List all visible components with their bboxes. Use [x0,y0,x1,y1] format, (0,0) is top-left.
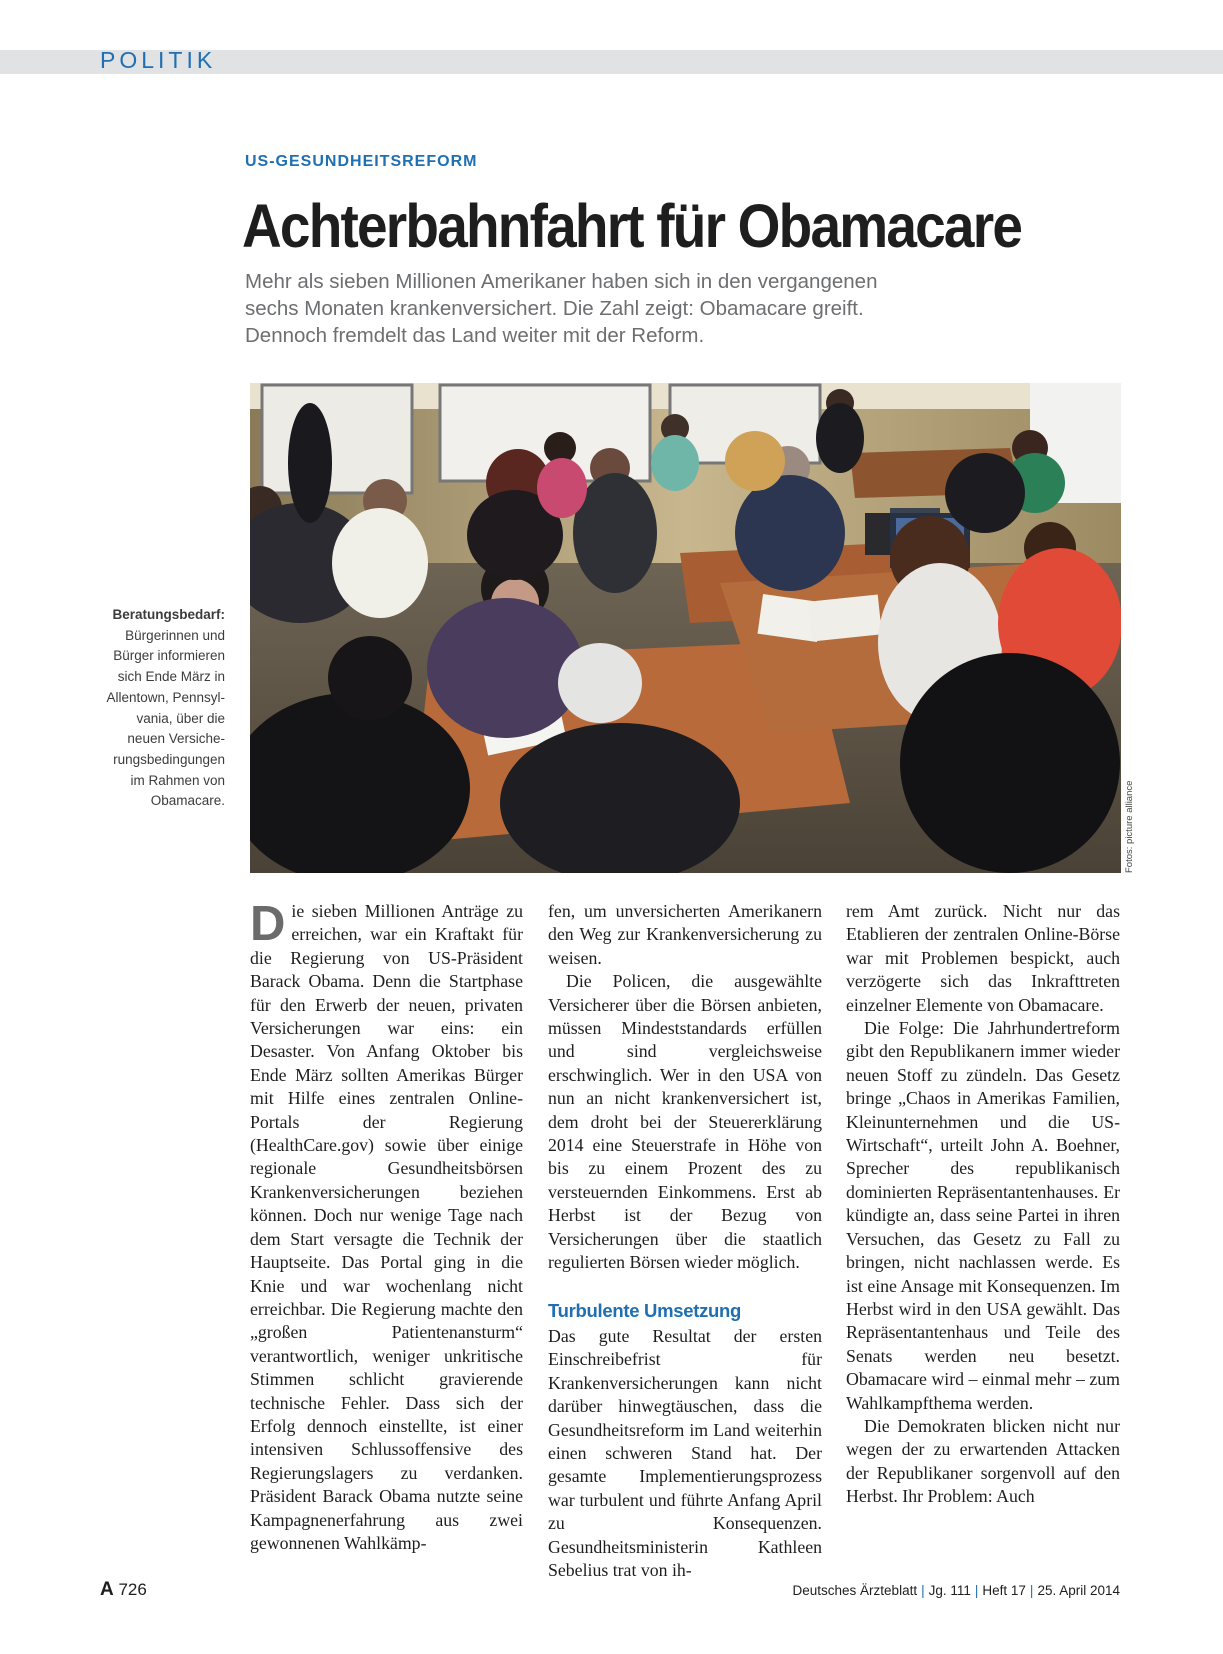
text-column-3 [846,900,1120,1509]
caption-line: neuen Versiche- [127,731,225,747]
subheading: Turbulente Umsetzung [548,1299,742,1321]
body-paragraph: fen, um unversicherten Amerikanern den Weg zur Krankenversicherung zu weisen. [548,901,822,968]
body-paragraph: ie sieben Millionen Anträge zu erreichen, war ein Kraftakt für die Regierung von US-Präsident Barack Obama. Denn die Startphase für den Erwerb der neuen, privaten Versicherungen war eins: ein Desaster. Von Anfang Oktober bis Ende März sollten Amerikas Bürger mit Hilfe eines zentralen Online-Portals der Regierung (HealthCare.gov) sowie über einige regionale Gesundheitsbörsen Krankenversicherungen beziehen können. Doch nur wenige Tage nach dem Start versagte die Technik der Hauptseite. Das Portal ging in die Knie und war wochenlang nicht erreichbar. Die Regierung machte den „großen Patientenansturm“ verantwortlich, weniger unkritische Stimmen schlicht gravierende technische Fehler. Dass sich der Erfolg dennoch einstellte, ist einer intensiven Schlussoffensive des Regierungslagers zu verdanken. Präsident Barack Obama nutzte seine Kampagnenerfahrung aus zwei gewonnenen Wahlkämp- [250,901,523,1553]
body-paragraph: Das gute Resultat der ersten Einschreibefrist für Krankenversicherungen kann nicht darüber hinwegtäuschen, dass die Gesundheitsreform im Land weiterhin einen schweren Stand hat. Der gesamte Implementierungsprozess war turbulent und führte Anfang April zu Konsequenzen. Gesundheitsministerin Kathleen Sebelius trat von ih- [548,1325,822,1580]
article-kicker: US-GESUNDHEITSREFORM [245,153,478,170]
text-column-1 [250,897,523,1555]
drop-cap: D [250,897,286,951]
page-number [100,1579,147,1601]
journal-name: Deutsches Ärzteblatt [792,1583,918,1598]
caption-title: Beratungsbedarf: [112,607,225,622]
body-paragraph: Die Policen, die ausgewählte Versicherer über die Börsen anbieten, müssen Mindeststandards erfüllen und sind vergleichsweise erschwinglich. Wer in den USA von nun an nicht krankenversichert ist, dem droht bei der Steuererklärung 2014 eine Steuerstrafe in Höhe von bis zu einem Prozent des zu versteuernden Einkommens. Erst ab Herbst ist der Bezug von Versicherungen über die staatlich regulierten Börsen wieder möglich. [548,971,822,1273]
caption-line: Obamacare. [150,793,225,809]
article-lead [245,268,1005,349]
lead-line: Mehr als sieben Millionen Amerikaner haben sich in den vergangenen [245,270,878,293]
article-headline: Achterbahnfahrt für Obamacare [242,191,1022,261]
caption-line: Bürgerinnen und [125,627,225,643]
caption-line: rungsbedingungen [113,751,225,767]
page-number-value: 726 [118,1580,147,1599]
caption-line: Allentown, Pennsyl- [106,689,225,705]
article-photo [250,383,1121,873]
journal-volume: Jg. 111 [928,1583,971,1598]
photo-caption [60,605,225,812]
journal-date: 25. April 2014 [1037,1583,1120,1598]
body-paragraph: rem Amt zurück. Nicht nur das Etablieren der zentralen Online-Börse war mit Problemen bespickt, auch verzögerte sich das Inkrafttreten einzelner Elemente von Obamacare. [846,901,1120,1015]
caption-line: sich Ende März in [117,669,225,685]
text-column-2 [548,900,822,1582]
lead-line: Dennoch fremdelt das Land weiter mit der Reform. [245,324,705,347]
body-paragraph: Die Demokraten blicken nicht nur wegen der zu erwartenden Attacken der Republikaner sorgenvoll auf den Herbst. Ihr Problem: Auch [846,1415,1120,1507]
photo-credit: Fotos: picture alliance [1124,780,1135,873]
journal-footer: Deutsches Ärzteblatt | Jg. 111 | Heft 17 | 25. April 2014 [792,1583,1120,1598]
section-label: POLITIK [100,47,217,73]
caption-line: im Rahmen von [130,772,225,788]
page-prefix: A [100,1579,114,1600]
caption-line: Bürger informieren [113,648,225,664]
lead-line: sechs Monaten krankenversichert. Die Zahl zeigt: Obamacare greift. [245,297,864,320]
caption-line: vania, über die [136,710,225,726]
body-paragraph: Die Folge: Die Jahrhundertreform gibt den Republikanern immer wieder neuen Stoff zu zündeln. Das Gesetz bringe „Chaos in Amerikas Familien, Kleinunternehmen und die US-Wirtschaft“, urteilt John A. Boehner, Sprecher des republikanisch dominierten Repräsentantenhauses. Er kündigte an, dass seine Partei in ihren Versuchen, das Gesetz zu Fall zu bringen, nicht nachlassen werde. Es ist eine Ansage mit Konsequenzen. Im Herbst wird in den USA gewählt. Das Repräsentantenhaus und Teile des Senats werden neu besetzt. Obamacare wird – einmal mehr – zum Wahlkampfthema werden. [846,1018,1120,1413]
journal-issue: Heft 17 [982,1583,1026,1598]
